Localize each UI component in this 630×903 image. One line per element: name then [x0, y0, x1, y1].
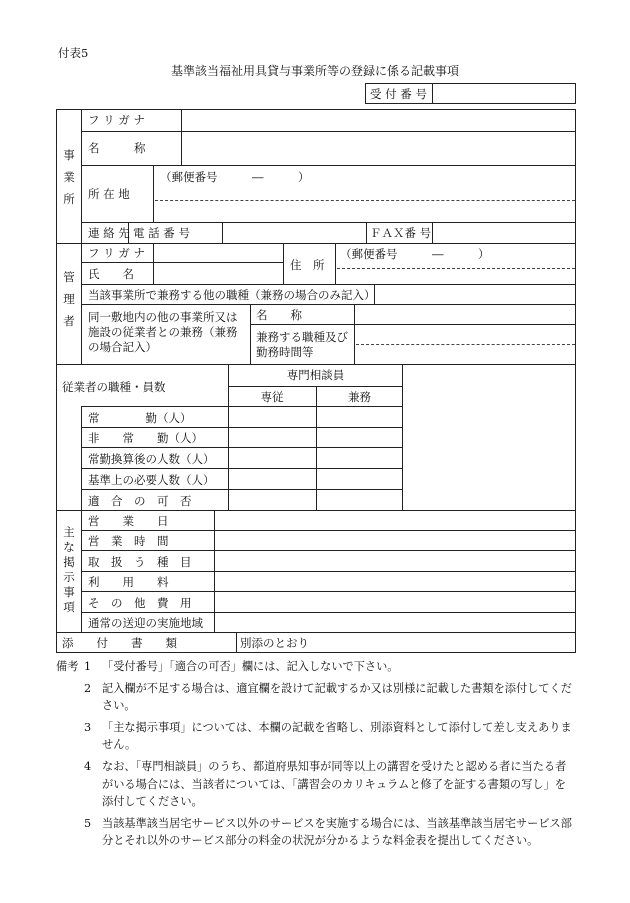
- remarks-label: 備考: [56, 660, 79, 673]
- remarks: [56, 658, 576, 850]
- remark-text: なお、「専門相談員」のうち、都道府県知事が同等以上の講習を受けたと認める者に当たる者がいる場合には、当該者については、「講習会のカリキュラムと修了を証する書類の写し」を添付してください。: [102, 759, 567, 809]
- same-site-name-input[interactable]: [356, 306, 573, 322]
- notice-row-label: 通常の送迎の実施地域: [88, 616, 203, 630]
- concurrent-duty-input[interactable]: [356, 326, 573, 362]
- notice-input[interactable]: [216, 532, 573, 549]
- remark-number: 1: [84, 660, 92, 673]
- staff-row-label: 常 勤（人）: [88, 411, 192, 425]
- notice-input[interactable]: [216, 593, 573, 611]
- manager-address-input[interactable]: [337, 262, 573, 282]
- remark-item: [56, 719, 576, 754]
- fax-input[interactable]: [434, 224, 574, 241]
- attachment-value: 別添のとおり: [240, 636, 309, 650]
- remark-text: 「主な掲示事項」については、本欄の記載を省略し、別添資料として添付して差し支えありません。: [102, 720, 572, 752]
- staff-row-label: 非 常 勤（人）: [88, 431, 203, 445]
- phone-label: 電 話 番 号: [133, 226, 190, 240]
- office-furigana-label: フ リ ガ ナ: [88, 113, 145, 127]
- remark-text: 当該基準該当居宅サービス以外のサービスを実施する場合には、当該基準該当居宅サービス部分とそれ以外のサービス部分の料金の状況が分かるような料金表を提出してください。: [102, 816, 572, 848]
- concurrent-cell[interactable]: [318, 408, 401, 426]
- manager-furigana-label: フ リ ガ ナ: [88, 246, 145, 260]
- fax-label: ＦＡＸ番 号: [370, 226, 432, 240]
- notice-input[interactable]: [216, 512, 573, 529]
- remark-number: 5: [84, 816, 92, 830]
- staff-section-label: 従業者の職種・員数: [62, 380, 166, 394]
- notice-input[interactable]: [216, 614, 573, 631]
- staff-row-label: 適 合 の 可 否: [88, 494, 192, 508]
- manager-furigana-input[interactable]: [155, 245, 281, 261]
- attachment-label: 添 付 書 類: [62, 636, 177, 650]
- manager-name-input[interactable]: [155, 264, 281, 282]
- other-job-label: 当該事業所で兼務する他の職種（兼務の場合のみ記入）: [88, 288, 376, 302]
- fulltime-cell[interactable]: [230, 408, 314, 426]
- receipt-number-label: 受 付 番 号: [370, 87, 427, 101]
- remark-item: [56, 758, 576, 811]
- fulltime-cell[interactable]: [230, 449, 314, 467]
- office-furigana-input[interactable]: [183, 111, 573, 129]
- remark-item: [56, 680, 576, 715]
- specialist-header: 専門相談員: [286, 368, 345, 382]
- notice-input[interactable]: [216, 573, 573, 590]
- fulltime-header: 専従: [260, 390, 284, 404]
- same-site-name-label: 名 称: [256, 308, 302, 322]
- other-job-input[interactable]: [376, 286, 573, 302]
- phone-input[interactable]: [224, 224, 364, 241]
- same-site-label: 同一敷地内の他の事業所又は施設の従業者との兼務（兼務の場合記入）: [88, 310, 238, 354]
- manager-address-label: 住 所: [290, 258, 325, 272]
- remark-number: 2: [84, 681, 92, 695]
- notice-input[interactable]: [216, 552, 573, 570]
- office-section-label: 事業所: [63, 148, 75, 206]
- office-address-input[interactable]: [156, 186, 574, 220]
- concurrent-duty-label: 兼務する職種及び勤務時間等: [256, 330, 348, 359]
- notice-row-label: 取 扱 う 種 目: [88, 555, 192, 569]
- fulltime-cell[interactable]: [230, 491, 314, 509]
- notices-section-label: 主な掲示事項: [63, 525, 75, 614]
- concurrent-cell[interactable]: [318, 429, 401, 446]
- staff-row-label: 常勤換算後の人数（人）: [88, 452, 215, 466]
- staff-row-label: 基準上の必要人数（人）: [88, 473, 215, 487]
- remark-text: 記入欄が不足する場合は、適宜欄を設けて記載するか又は別様に記載した書類を添付してください。: [102, 681, 572, 713]
- concurrent-cell[interactable]: [318, 470, 401, 488]
- notice-row-label: 利 用 料: [88, 575, 169, 589]
- remark-item: [56, 658, 576, 676]
- office-name-input[interactable]: [183, 133, 573, 163]
- fulltime-cell[interactable]: [230, 429, 314, 446]
- page-title: 基準該当福祉用具貸与事業所等の登録に係る記載事項: [170, 64, 459, 78]
- concurrent-header: 兼務: [348, 390, 371, 404]
- manager-postal-label: （郵便番号 ― ）: [340, 247, 490, 261]
- office-address-label: 所 在 地: [88, 187, 130, 201]
- remark-item: [56, 815, 576, 850]
- office-postal-label: （郵便番号 ― ）: [160, 170, 310, 184]
- notice-row-label: 営 業 日: [88, 514, 169, 528]
- notice-row-label: 営 業 時 間: [88, 534, 169, 548]
- remark-text: 「受付番号」「適合の可否」欄には、記入しないで下さい。: [102, 660, 399, 673]
- notice-row-label: そ の 他 費 用: [88, 596, 192, 610]
- remark-number: 4: [84, 759, 92, 773]
- concurrent-cell[interactable]: [318, 449, 401, 467]
- office-contact-label: 連 絡 先: [88, 226, 130, 240]
- form-number: 付表5: [58, 46, 89, 60]
- fulltime-cell[interactable]: [230, 470, 314, 488]
- manager-name-label: 氏 名: [88, 267, 134, 281]
- concurrent-cell[interactable]: [318, 491, 401, 509]
- remark-number: 3: [84, 720, 92, 734]
- receipt-number-field[interactable]: [434, 85, 574, 102]
- manager-section-label: 管理者: [63, 270, 75, 328]
- office-name-label: 名 称: [88, 141, 146, 155]
